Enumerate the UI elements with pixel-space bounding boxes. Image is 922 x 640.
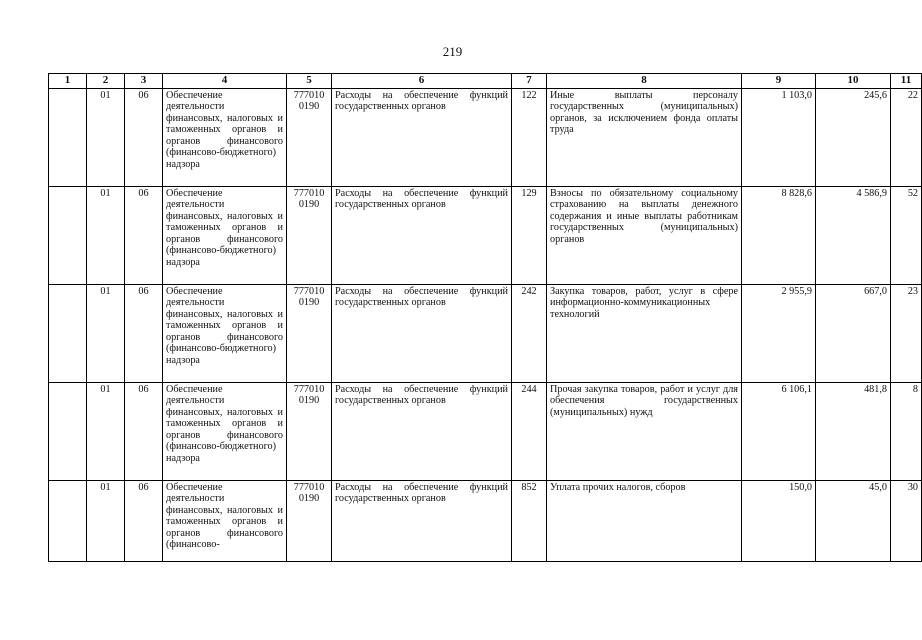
target-code-part2: 0190 xyxy=(298,493,320,504)
column-header: 6 xyxy=(332,74,512,89)
cell-target-code xyxy=(287,382,332,480)
cell-expense-type: 852 xyxy=(512,480,547,561)
cell-amount-executed: 45,0 xyxy=(816,480,891,561)
cell-target-name: Расходы на обеспечение функций государственных органов xyxy=(332,88,512,186)
cell-section: 01 xyxy=(87,186,125,284)
cell-amount-executed: 4 586,9 xyxy=(816,186,891,284)
column-header: 7 xyxy=(512,74,547,89)
column-header: 4 xyxy=(163,74,287,89)
column-header: 1 xyxy=(49,74,87,89)
cell-col1 xyxy=(49,382,87,480)
budget-table xyxy=(48,73,922,562)
cell-expense-type-name: Прочая закупка товаров, работ и услуг для обеспечения государственных (муниципальных) нужд xyxy=(547,382,742,480)
cell-subsection: 06 xyxy=(125,480,163,561)
column-header: 9 xyxy=(742,74,816,89)
cell-target-code xyxy=(287,186,332,284)
cell-subsection-name: Обеспечение деятельности финансовых, налоговых и таможенных органов и органов финансового (финансово-бюджетного) надзора xyxy=(163,88,287,186)
target-code-part2: 0190 xyxy=(298,297,320,308)
cell-expense-type-name: Иные выплаты персоналу государственных (муниципальных) органов, за исключением фонда оплаты труда xyxy=(547,88,742,186)
cell-target-name: Расходы на обеспечение функций государственных органов xyxy=(332,284,512,382)
cell-amount-plan: 8 828,6 xyxy=(742,186,816,284)
cell-target-name: Расходы на обеспечение функций государственных органов xyxy=(332,186,512,284)
header-row xyxy=(49,74,922,89)
cell-col1 xyxy=(49,88,87,186)
cell-amount-plan: 1 103,0 xyxy=(742,88,816,186)
cell-subsection-name: Обеспечение деятельности финансовых, налоговых и таможенных органов и органов финансового (финансово-бюджетного) надзора xyxy=(163,284,287,382)
cell-target-name: Расходы на обеспечение функций государственных органов xyxy=(332,382,512,480)
cell-expense-type-name: Уплата прочих налогов, сборов xyxy=(547,480,742,561)
cell-subsection-name: Обеспечение деятельности финансовых, налоговых и таможенных органов и органов финансового (финансово- xyxy=(163,480,287,561)
cell-expense-type: 129 xyxy=(512,186,547,284)
target-code-part2: 0190 xyxy=(298,395,320,406)
target-code-part1: 777010 xyxy=(293,481,325,493)
cell-subsection-name: Обеспечение деятельности финансовых, налоговых и таможенных органов и органов финансового (финансово-бюджетного) надзора xyxy=(163,186,287,284)
cell-amount-plan: 150,0 xyxy=(742,480,816,561)
table-row xyxy=(49,480,922,561)
cell-percent: 52 xyxy=(891,186,922,284)
cell-target-code xyxy=(287,88,332,186)
table-row xyxy=(49,382,922,480)
cell-target-code xyxy=(287,284,332,382)
table-row xyxy=(49,88,922,186)
cell-amount-plan: 6 106,1 xyxy=(742,382,816,480)
cell-percent: 22 xyxy=(891,88,922,186)
cell-section: 01 xyxy=(87,284,125,382)
cell-section: 01 xyxy=(87,88,125,186)
column-header: 2 xyxy=(87,74,125,89)
target-code-part2: 0190 xyxy=(298,101,320,112)
cell-subsection: 06 xyxy=(125,88,163,186)
cell-amount-executed: 481,8 xyxy=(816,382,891,480)
table-row xyxy=(49,284,922,382)
cell-subsection: 06 xyxy=(125,382,163,480)
column-header: 11 xyxy=(891,74,922,89)
page-number: 219 xyxy=(442,44,463,59)
cell-col1 xyxy=(49,186,87,284)
cell-expense-type: 244 xyxy=(512,382,547,480)
cell-col1 xyxy=(49,480,87,561)
cell-percent: 8 xyxy=(891,382,922,480)
column-header: 3 xyxy=(125,74,163,89)
cell-section: 01 xyxy=(87,382,125,480)
cell-expense-type-name: Взносы по обязательному социальному страхованию на выплаты денежного содержания и иные выплаты работникам государственных (муниципальных) органов xyxy=(547,186,742,284)
target-code-part2: 0190 xyxy=(298,199,320,210)
cell-expense-type-name: Закупка товаров, работ, услуг в сфере информационно-коммуникационных технологий xyxy=(547,284,742,382)
column-header: 10 xyxy=(816,74,891,89)
target-code-part1: 777010 xyxy=(293,187,325,199)
cell-subsection: 06 xyxy=(125,284,163,382)
target-code-part1: 777010 xyxy=(293,89,325,101)
cell-expense-type: 242 xyxy=(512,284,547,382)
cell-col1 xyxy=(49,284,87,382)
cell-percent: 23 xyxy=(891,284,922,382)
cell-amount-plan: 2 955,9 xyxy=(742,284,816,382)
cell-subsection: 06 xyxy=(125,186,163,284)
cell-amount-executed: 667,0 xyxy=(816,284,891,382)
target-code-part1: 777010 xyxy=(293,285,325,297)
cell-target-name: Расходы на обеспечение функций государственных органов xyxy=(332,480,512,561)
cell-percent: 30 xyxy=(891,480,922,561)
cell-section: 01 xyxy=(87,480,125,561)
table-row xyxy=(49,186,922,284)
column-header: 5 xyxy=(287,74,332,89)
cell-expense-type: 122 xyxy=(512,88,547,186)
cell-target-code xyxy=(287,480,332,561)
column-header: 8 xyxy=(547,74,742,89)
target-code-part1: 777010 xyxy=(293,383,325,395)
cell-amount-executed: 245,6 xyxy=(816,88,891,186)
cell-subsection-name: Обеспечение деятельности финансовых, налоговых и таможенных органов и органов финансового (финансово-бюджетного) надзора xyxy=(163,382,287,480)
